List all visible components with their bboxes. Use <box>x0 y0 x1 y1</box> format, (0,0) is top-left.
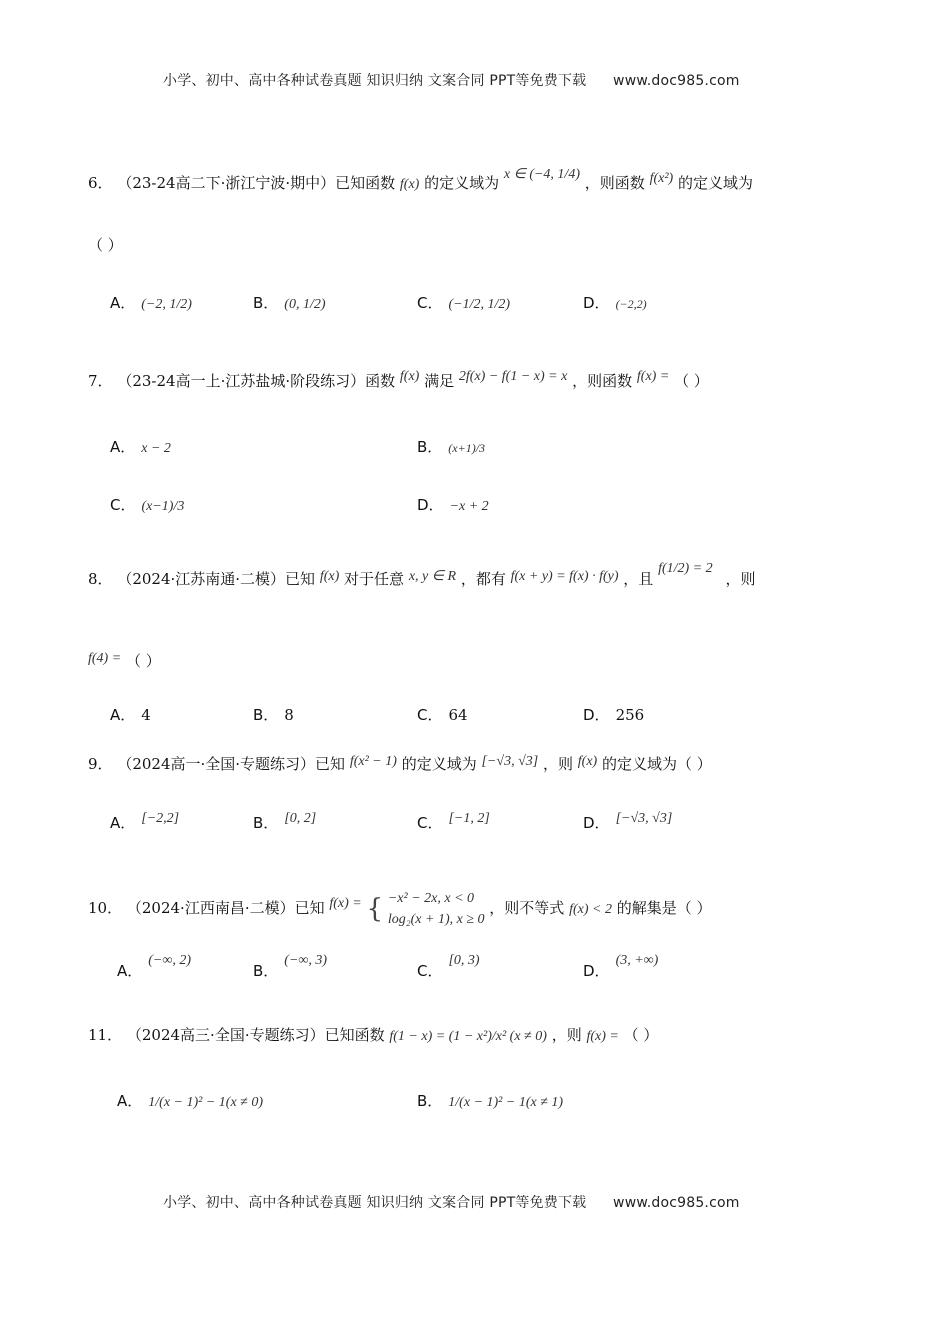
option-value: (x−1)/3 <box>141 499 185 514</box>
header-url[interactable]: www.doc985.com <box>613 73 740 89</box>
option-b[interactable] <box>253 704 294 725</box>
math-expr: x, y ∈ R <box>408 569 457 584</box>
math-expr: f(1/2) = 2 <box>658 561 713 576</box>
question-10-stem <box>88 888 712 930</box>
case-2: log₂(x + 1), x ≥ 0 <box>387 912 485 927</box>
question-source: （2024·江苏南通·二模）已知 <box>117 570 316 588</box>
option-label: D． <box>583 814 610 832</box>
option-value: (−2,2) <box>615 297 647 311</box>
option-label: D． <box>583 706 610 724</box>
question-source: （23-24高二下·浙江宁波·期中）已知函数 <box>117 174 396 192</box>
option-c[interactable] <box>417 812 490 833</box>
option-value: [−√3, √3] <box>615 811 673 826</box>
option-value: [0, 3) <box>448 953 480 968</box>
option-value: (3, +∞) <box>615 953 659 968</box>
question-text: ，则 <box>551 1026 582 1044</box>
option-b[interactable] <box>417 1090 563 1111</box>
option-label: C． <box>417 294 443 312</box>
option-label: D． <box>583 294 610 312</box>
question-number: 8． <box>88 570 113 588</box>
option-label: A． <box>110 438 136 456</box>
math-expr: [−√3, √3] <box>481 754 539 769</box>
question-text: ，则 <box>542 755 573 773</box>
option-label: A． <box>117 1092 143 1110</box>
question-text: ，且 <box>623 570 654 588</box>
piecewise-cases <box>388 888 485 930</box>
option-b[interactable] <box>253 292 326 313</box>
option-b[interactable] <box>417 436 485 457</box>
option-label: B． <box>417 1092 443 1110</box>
option-c[interactable] <box>110 494 184 515</box>
math-expr: f(x) = <box>586 1029 619 1044</box>
option-value: 1/(x − 1)² − 1(x ≠ 0) <box>148 1095 264 1110</box>
option-b[interactable] <box>253 812 316 833</box>
option-value: −x + 2 <box>449 499 489 514</box>
math-expr: f(x) <box>399 369 420 384</box>
math-expr: f(x) <box>319 569 340 584</box>
option-c[interactable] <box>417 704 468 725</box>
answer-paren: （ ） <box>88 236 123 254</box>
question-6-stem <box>88 167 753 193</box>
option-value: x − 2 <box>141 441 171 456</box>
header-text: 小学、初中、高中各种试卷真题 知识归纳 文案合同 PPT等免费下载 <box>163 73 587 89</box>
question-source: （23-24高一上·江苏盐城·阶段练习）函数 <box>117 372 396 390</box>
option-a[interactable] <box>110 292 192 313</box>
math-expr: f(x) <box>399 177 420 192</box>
math-expr: f(x + y) = f(x) · f(y) <box>510 569 619 584</box>
question-8-stem <box>88 561 756 589</box>
footer-banner <box>163 1192 740 1212</box>
option-c[interactable] <box>417 953 480 981</box>
question-source: （2024·江西南昌·二模）已知 <box>126 899 325 917</box>
option-b[interactable] <box>253 953 328 981</box>
option-a[interactable] <box>110 704 151 725</box>
math-expr: x ∈ (−4, 1/4) <box>503 167 580 182</box>
question-source: （2024高一·全国·专题练习）已知 <box>117 755 346 773</box>
question-text: ，则函数 <box>584 174 645 192</box>
option-label: A． <box>110 294 136 312</box>
option-label: A． <box>110 814 136 832</box>
math-expr: f(x) = <box>329 896 362 911</box>
option-label: D． <box>583 962 610 980</box>
question-9-stem <box>88 753 712 774</box>
option-label: C． <box>417 962 443 980</box>
option-label: B． <box>253 814 279 832</box>
math-expr: f(x² − 1) <box>349 754 397 769</box>
option-label: C． <box>110 496 136 514</box>
option-d[interactable] <box>583 704 644 725</box>
option-label: D． <box>417 496 444 514</box>
option-value: 64 <box>448 706 468 724</box>
answer-paren: （ ） <box>125 652 161 670</box>
option-value: (−2, 1/2) <box>141 297 192 312</box>
option-value: (−∞, 2) <box>148 953 192 968</box>
question-number: 7． <box>88 372 113 390</box>
question-text: ，则 <box>725 570 756 588</box>
question-text: 满足 <box>424 372 455 390</box>
option-value: (x+1)/3 <box>448 441 486 455</box>
header-banner <box>163 70 740 90</box>
option-label: A． <box>117 962 143 980</box>
question-8-ask <box>88 650 161 671</box>
option-label: B． <box>417 438 443 456</box>
option-d[interactable] <box>583 812 672 833</box>
option-value: 1/(x − 1)² − 1(x ≠ 1) <box>448 1095 564 1110</box>
question-11-stem <box>88 1024 658 1045</box>
math-expr: f(x) < 2 <box>569 902 612 917</box>
option-value: (−∞, 3) <box>284 953 328 968</box>
question-text: 的定义域为（ ） <box>602 755 712 773</box>
option-d[interactable] <box>583 292 647 313</box>
option-c[interactable] <box>417 292 510 313</box>
footer-text: 小学、初中、高中各种试卷真题 知识归纳 文案合同 PPT等免费下载 <box>163 1195 587 1211</box>
math-expr: f(4) = <box>88 651 122 666</box>
option-label: A． <box>110 706 136 724</box>
question-number: 6． <box>88 174 113 192</box>
answer-paren: （ ） <box>674 372 709 390</box>
question-text: ，则不等式 <box>489 899 565 917</box>
question-text: ，则函数 <box>572 372 633 390</box>
math-expr: f(x) = <box>636 369 670 384</box>
option-a[interactable] <box>110 812 179 833</box>
option-value: [−1, 2] <box>448 811 490 826</box>
case-1: −x² − 2x, x < 0 <box>387 891 475 906</box>
option-value: 8 <box>284 706 294 724</box>
question-number: 10． <box>88 899 123 917</box>
option-value: 256 <box>615 706 645 724</box>
option-value: [−2,2] <box>141 811 180 826</box>
left-brace-icon: { <box>366 894 384 924</box>
question-text: ，都有 <box>460 570 506 588</box>
footer-url[interactable]: www.doc985.com <box>613 1195 740 1211</box>
question-number: 11． <box>88 1026 123 1044</box>
math-expr: 2f(x) − f(1 − x) = x <box>458 369 568 384</box>
option-a[interactable] <box>117 953 192 981</box>
option-label: B． <box>253 962 279 980</box>
option-d[interactable] <box>583 953 659 981</box>
option-value: (−1/2, 1/2) <box>448 297 511 312</box>
math-expr: f(x²) <box>649 171 674 186</box>
math-expr: f(1 − x) = (1 − x²)/x² (x ≠ 0) <box>389 1029 547 1044</box>
question-text: 的定义域为 <box>677 174 753 192</box>
option-value: [0, 2] <box>284 811 317 826</box>
question-text: 的定义域为 <box>401 755 477 773</box>
answer-paren: （ ） <box>623 1026 659 1044</box>
question-7-stem <box>88 370 709 391</box>
question-source: （2024高三·全国·专题练习）已知函数 <box>126 1026 385 1044</box>
option-label: C． <box>417 814 443 832</box>
math-expr: f(x) <box>577 754 598 769</box>
question-text: 的解集是（ ） <box>616 899 712 917</box>
option-a[interactable] <box>110 436 171 457</box>
option-label: B． <box>253 706 279 724</box>
option-d[interactable] <box>417 494 489 515</box>
question-number: 9． <box>88 755 113 773</box>
option-value: (0, 1/2) <box>284 297 326 312</box>
question-text: 对于任意 <box>344 570 405 588</box>
option-value: 4 <box>141 706 151 724</box>
question-text: 的定义域为 <box>424 174 500 192</box>
option-a[interactable] <box>117 1090 263 1111</box>
option-label: C． <box>417 706 443 724</box>
option-label: B． <box>253 294 279 312</box>
